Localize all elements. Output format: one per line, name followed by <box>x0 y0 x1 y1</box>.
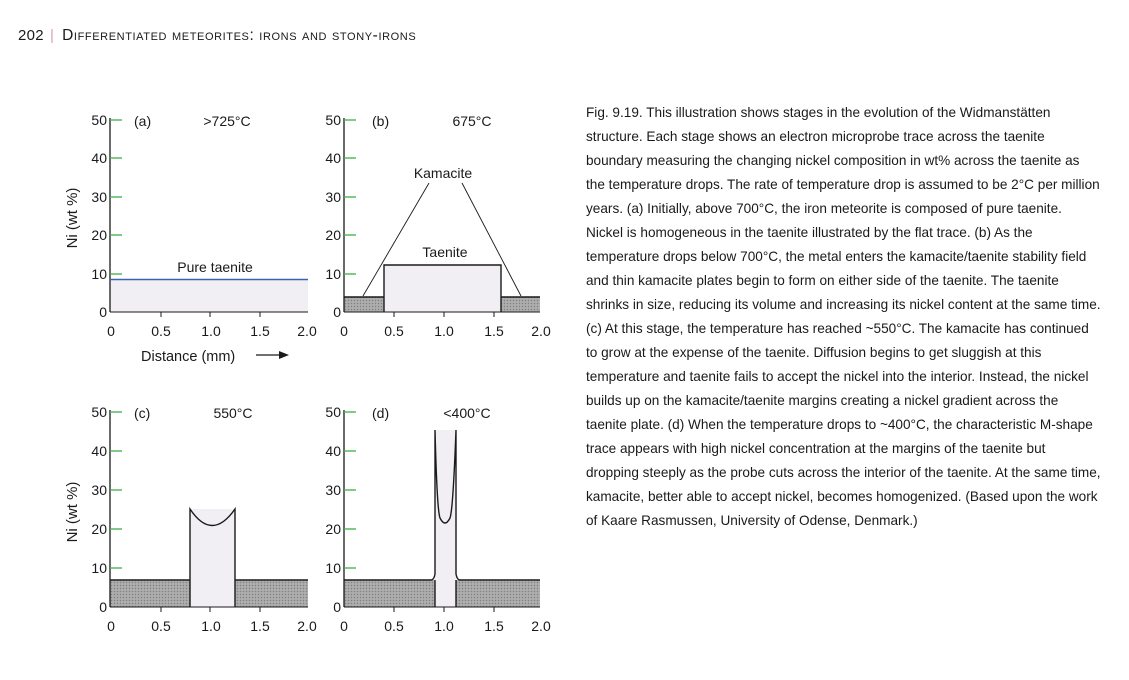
y-tick-label: 20 <box>91 521 107 537</box>
panel-a <box>91 112 317 339</box>
kamacite-right <box>501 297 540 312</box>
x-tick-label: 1.0 <box>201 618 221 634</box>
y-tick-label: 50 <box>325 112 341 128</box>
y-axis-label-top: Ni (wt %) <box>64 187 81 249</box>
kamacite-left <box>344 297 384 312</box>
x-tick-label: 2.0 <box>531 618 551 634</box>
x-tick-label: 1.5 <box>250 323 270 339</box>
panel-temperature: >725°C <box>203 113 251 129</box>
x-tick-label: 0.5 <box>384 618 404 634</box>
x-axis-title <box>141 349 289 365</box>
y-tick-label: 0 <box>333 304 341 320</box>
panel-temperature: 550°C <box>213 405 253 421</box>
x-tick-label: 1.0 <box>434 618 454 634</box>
y-tick-label: 10 <box>91 560 107 576</box>
y-tick-label: 30 <box>91 189 107 205</box>
page-number: 202 <box>18 27 44 44</box>
x-tick-label: 2.0 <box>297 618 317 634</box>
taenite-region <box>190 509 235 607</box>
y-tick-label: 30 <box>325 189 341 205</box>
y-tick-label: 10 <box>91 266 107 282</box>
y-tick-label: 30 <box>325 482 341 498</box>
y-tick-label: 40 <box>325 150 341 166</box>
x-tick-label: 2.0 <box>297 323 317 339</box>
taenite-region <box>435 430 456 607</box>
panel-letter: (b) <box>372 113 390 129</box>
panel-temperature: 675°C <box>452 113 492 129</box>
y-tick-label: 20 <box>325 521 341 537</box>
panel-d <box>325 404 551 634</box>
kamacite-left <box>110 580 190 607</box>
running-title: Differentiated meteorites: irons and stony-irons <box>62 27 417 44</box>
x-tick-label: 0.5 <box>151 618 171 634</box>
x-tick-label: 0 <box>107 323 115 339</box>
header-separator: | <box>49 27 55 44</box>
y-tick-label: 10 <box>325 266 341 282</box>
kamacite-right <box>456 580 540 607</box>
x-tick-label: 2.0 <box>531 323 551 339</box>
y-tick-label: 40 <box>91 443 107 459</box>
panel-letter: (c) <box>134 405 151 421</box>
x-tick-label: 1.0 <box>201 323 221 339</box>
y-tick-label: 10 <box>325 560 341 576</box>
label-taenite: Taenite <box>422 244 468 260</box>
label-pure-taenite: Pure taenite <box>177 259 253 275</box>
x-tick-label: 1.0 <box>434 323 454 339</box>
y-tick-label: 50 <box>91 404 107 420</box>
panel-c <box>91 404 317 634</box>
panel-temperature: <400°C <box>443 405 491 421</box>
y-tick-label: 30 <box>91 482 107 498</box>
label-kamacite: Kamacite <box>413 165 473 181</box>
x-axis-label: Distance (mm) <box>141 349 236 365</box>
y-tick-label: 20 <box>325 227 341 243</box>
figure-caption: Fig. 9.19. This illustration shows stages in the evolution of the Widmanstätten structure. Each stage shows an electron microprobe trace across the taenite boundary measuring the changing nickel composition in wt% across the taenite as the temperature drops. The rate of temperature drop is assumed to be 2°C per million years. (a) Initially, above 700°C, the iron meteorite is composed of pure taenite. Nickel is homogeneous in the taenite illustrated by the flat trace. (b) As the temperature drops below 700°C, the metal enters the kamacite/taenite stability field and thin kamacite plates begin to form on either side of the taenite. The taenite shrinks in size, reducing its volume and increasing its nickel content at the same time. (c) At this stage, the temperature has reached ~550°C. The kamacite has continued to grow at the expense of the taenite. Diffusion begins to get sluggish at this temperature and taenite fails to accept the nickel into the interior. Instead, the nickel builds up on the kamacite/taenite margins creating a nickel gradient across the taenite plate. (d) When the temperature drops to ~400°C, the characteristic M-shape trace appears with high nickel concentration at the margins of the taenite but dropping steeply as the probe cuts across the interior of the taenite. At the same time, kamacite, better able to accept nickel, becomes homogenized. (Based upon the work of Kaare Rasmussen, University of Odense, Denmark.) <box>586 105 1101 528</box>
y-axis-label-bottom: Ni (wt %) <box>64 481 81 543</box>
x-tick-label: 0 <box>340 323 348 339</box>
y-tick-label: 50 <box>91 112 107 128</box>
y-tick-label: 0 <box>99 304 107 320</box>
panel-letter: (a) <box>134 113 152 129</box>
y-tick-label: 0 <box>333 599 341 615</box>
x-tick-label: 1.5 <box>484 323 504 339</box>
y-tick-label: 20 <box>91 227 107 243</box>
taenite-region <box>384 265 501 312</box>
x-tick-label: 1.5 <box>484 618 504 634</box>
y-tick-label: 40 <box>91 150 107 166</box>
x-tick-label: 0.5 <box>151 323 171 339</box>
panel-letter: (d) <box>372 405 390 421</box>
x-tick-label: 0.5 <box>384 323 404 339</box>
x-tick-label: 1.5 <box>250 618 270 634</box>
y-tick-label: 40 <box>325 443 341 459</box>
taenite-region <box>110 280 308 312</box>
y-tick-label: 50 <box>325 404 341 420</box>
x-tick-label: 0 <box>340 618 348 634</box>
panel-b <box>325 112 551 339</box>
y-tick-label: 0 <box>99 599 107 615</box>
x-tick-label: 0 <box>107 618 115 634</box>
kamacite-right <box>235 580 308 607</box>
kamacite-left <box>344 580 435 607</box>
